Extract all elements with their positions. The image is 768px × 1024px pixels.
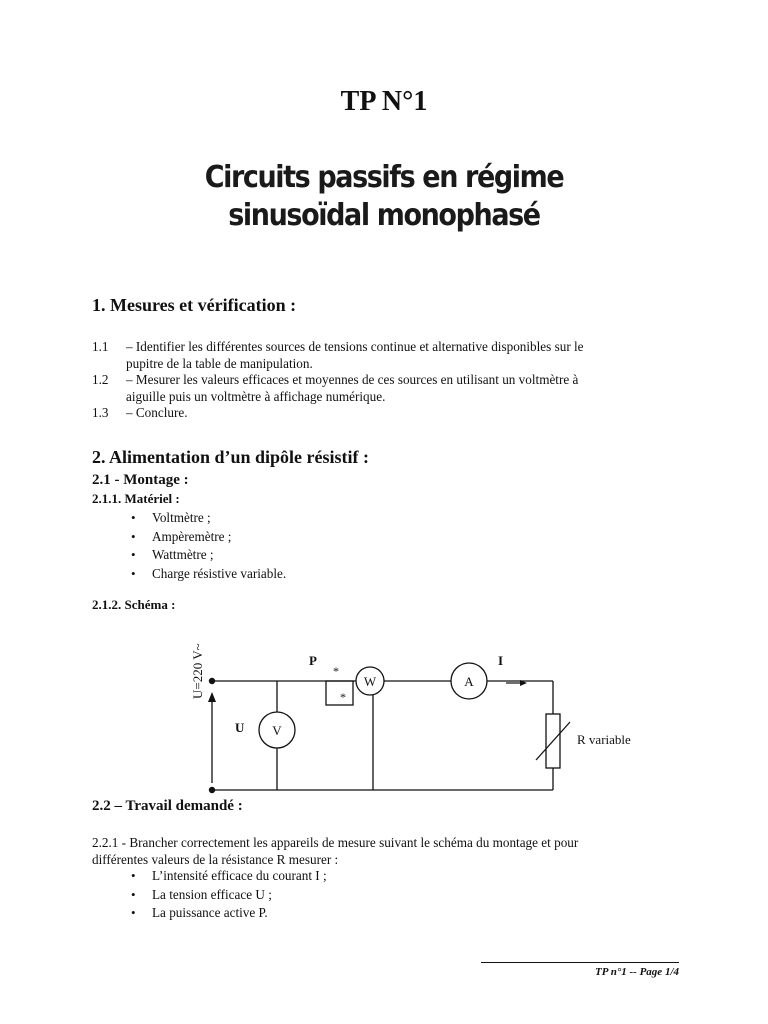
- task-paragraph: [92, 835, 712, 868]
- subsection-2-1-2-heading: 2.1.2. Schéma :: [92, 597, 176, 612]
- item-text-continued: aiguille puis un voltmètre à affichage numérique.: [126, 388, 386, 404]
- subsection-2-2-heading: 2.2 – Travail demandé :: [92, 798, 243, 814]
- u-label: U: [235, 720, 245, 735]
- resistor-label: R variable: [577, 732, 631, 747]
- footer-divider: [481, 962, 679, 963]
- document-title: TP N°1: [340, 86, 428, 117]
- list-item: • Ampèremètre ;: [92, 528, 492, 547]
- measurements-list: [92, 867, 492, 923]
- terminal-bottom: [209, 787, 215, 793]
- list-item: • La tension efficace U ;: [92, 886, 492, 905]
- list-item: • Charge résistive variable.: [92, 565, 492, 584]
- item-text: – Identifier les différentes sources de tensions continue et alternative disponibles sur le: [126, 339, 584, 354]
- item-text: – Conclure.: [126, 405, 188, 420]
- p-label: P: [309, 653, 317, 668]
- item-text: – Mesurer les valeurs efficaces et moyennes de ces sources en utilisant un voltmètre à: [126, 372, 579, 387]
- item-number: 1.3: [92, 405, 109, 420]
- list-item: • La puissance active P.: [92, 904, 492, 923]
- star-mark-2: *: [340, 690, 346, 704]
- source-voltage-label: U=220 V~: [190, 643, 205, 699]
- star-mark-1: *: [333, 664, 339, 678]
- u-arrow-head: [208, 692, 216, 702]
- subtitle-line-2: sinusoïdal monophasé: [228, 198, 540, 233]
- item-text-continued: pupitre de la table de manipulation.: [126, 355, 313, 371]
- section-2-heading: 2. Alimentation d’un dipôle résistif :: [92, 447, 370, 467]
- task-line-1: 2.2.1 - Brancher correctement les appareils de mesure suivant le schéma du montage et pour: [92, 835, 579, 850]
- voltmeter-label: V: [272, 723, 282, 738]
- task-line-2: différentes valeurs de la résistance R mesurer :: [92, 851, 339, 867]
- ammeter-label: A: [464, 674, 474, 689]
- wattmeter-label: W: [363, 674, 377, 689]
- list-item: • L’intensité efficace du courant I ;: [92, 867, 492, 886]
- subsection-2-1-heading: 2.1 - Montage :: [92, 472, 189, 488]
- i-label: I: [498, 653, 504, 668]
- section-1-heading: 1. Mesures et vérification :: [92, 295, 297, 315]
- subsection-2-1-1-heading: 2.1.1. Matériel :: [92, 491, 180, 506]
- item-number: 1.1: [92, 339, 109, 354]
- list-item: • Wattmètre ;: [92, 546, 492, 565]
- item-number: 1.2: [92, 372, 109, 387]
- resistor-arrow: [536, 722, 570, 760]
- footer-page-info: TP n°1 -- Page 1/4: [594, 966, 679, 978]
- terminal-top: [209, 678, 215, 684]
- list-item: • Voltmètre ;: [92, 509, 492, 528]
- subtitle-line-1: Circuits passifs en régime: [204, 160, 564, 195]
